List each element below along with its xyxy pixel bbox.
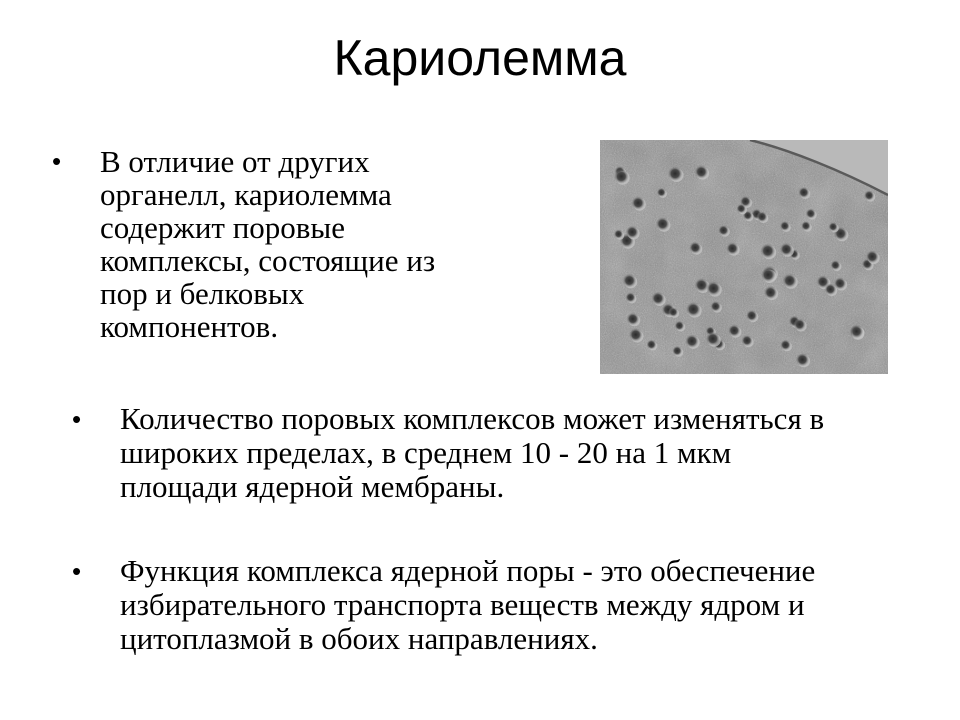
bullet-item-1 — [52, 145, 452, 343]
bullet-text-3: Функция комплекса ядерной поры - это обеспечение избирательного транспорта веществ между ядром и цитоплазмой в обоих направлениях. — [120, 553, 816, 656]
bullet-icon: • — [72, 404, 82, 434]
bullet-text-1: В отличие от других органелл, кариолемма содержит поровые комплексы, состоящие из пор и белковых компонентов. — [100, 144, 436, 344]
bullet-icon: • — [52, 146, 62, 176]
slide-title: Кариолемма — [333, 30, 627, 86]
bullet-text-2: Количество поровых комплексов может изменяться в широких пределах, в среднем 10 - 20 на 1 мкм площади ядерной мембраны. — [120, 401, 825, 504]
bullet-item-3 — [72, 554, 832, 656]
bullet-icon: • — [72, 556, 82, 586]
bullet-item-2 — [72, 402, 832, 504]
nuclear-envelope-micrograph — [600, 140, 888, 374]
